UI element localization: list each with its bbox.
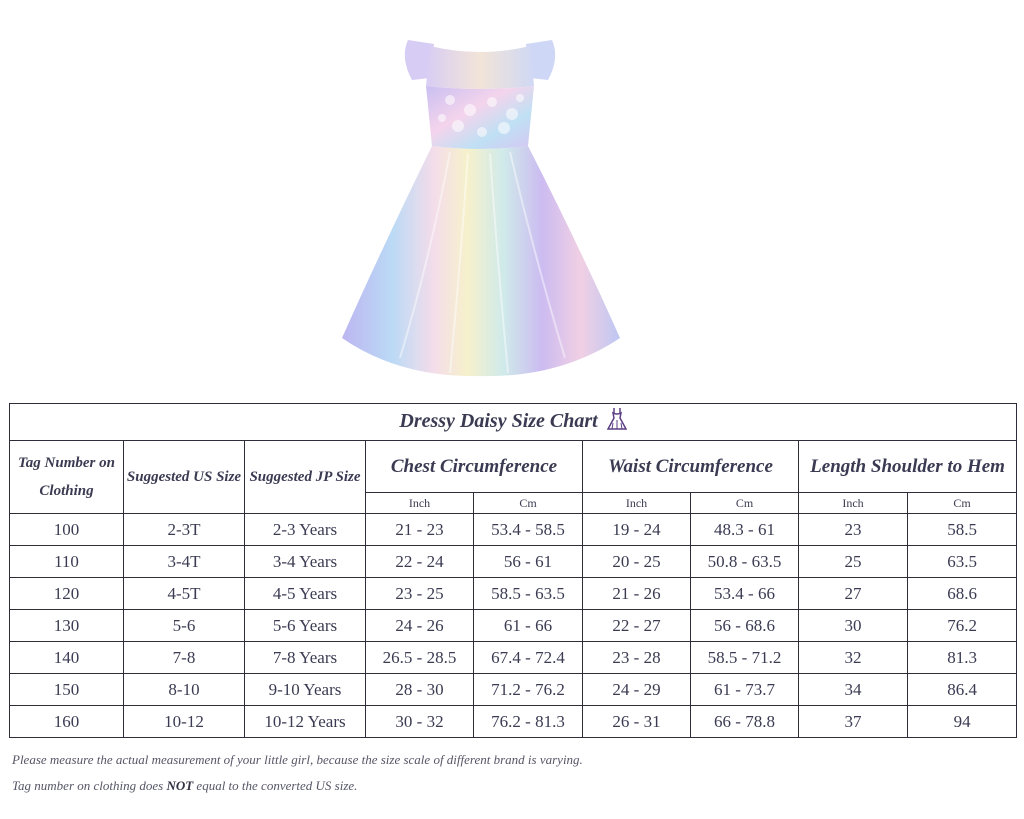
cell-waist-inch: 20 - 25 xyxy=(583,546,691,578)
cell-chest-inch: 24 - 26 xyxy=(366,610,474,642)
size-chart-table xyxy=(9,403,1017,738)
dress-icon xyxy=(607,407,627,437)
chart-title: Dressy Daisy Size Chart xyxy=(399,410,598,432)
tag-note xyxy=(12,778,357,794)
cell-chest-cm: 61 - 66 xyxy=(474,610,583,642)
header-jp-size: Suggested JP Size xyxy=(245,441,366,514)
cell-chest-inch: 21 - 23 xyxy=(366,514,474,546)
cell-jp-size: 9-10 Years xyxy=(245,674,366,706)
cell-length-cm: 68.6 xyxy=(908,578,1017,610)
tag-note-emphasis: NOT xyxy=(166,778,194,793)
cell-jp-size: 3-4 Years xyxy=(245,546,366,578)
cell-us-size: 3-4T xyxy=(124,546,245,578)
cell-length-cm: 81.3 xyxy=(908,642,1017,674)
table-row xyxy=(10,674,1017,706)
header-chest: Chest Circumference xyxy=(366,441,583,493)
cell-us-size: 8-10 xyxy=(124,674,245,706)
cell-waist-inch: 21 - 26 xyxy=(583,578,691,610)
cell-waist-inch: 22 - 27 xyxy=(583,610,691,642)
cell-waist-inch: 23 - 28 xyxy=(583,642,691,674)
cell-us-size: 4-5T xyxy=(124,578,245,610)
unit-length-cm: Cm xyxy=(908,493,1017,514)
chart-title-cell xyxy=(10,404,1017,441)
product-image xyxy=(330,28,630,390)
tag-note-end: equal to the converted US size. xyxy=(193,778,358,793)
cell-tag: 120 xyxy=(10,578,124,610)
cell-us-size: 5-6 xyxy=(124,610,245,642)
cell-waist-cm: 58.5 - 71.2 xyxy=(691,642,799,674)
cell-tag: 100 xyxy=(10,514,124,546)
cell-tag: 160 xyxy=(10,706,124,738)
unit-chest-cm: Cm xyxy=(474,493,583,514)
cell-waist-cm: 48.3 - 61 xyxy=(691,514,799,546)
cell-tag: 130 xyxy=(10,610,124,642)
cell-chest-inch: 26.5 - 28.5 xyxy=(366,642,474,674)
cell-length-inch: 25 xyxy=(799,546,908,578)
table-row xyxy=(10,706,1017,738)
cell-tag: 150 xyxy=(10,674,124,706)
cell-chest-cm: 71.2 - 76.2 xyxy=(474,674,583,706)
unit-length-inch: Inch xyxy=(799,493,908,514)
cell-us-size: 7-8 xyxy=(124,642,245,674)
cell-length-inch: 32 xyxy=(799,642,908,674)
cell-length-inch: 23 xyxy=(799,514,908,546)
table-row xyxy=(10,610,1017,642)
cell-chest-inch: 30 - 32 xyxy=(366,706,474,738)
cell-length-cm: 76.2 xyxy=(908,610,1017,642)
header-us-size: Suggested US Size xyxy=(124,441,245,514)
cell-waist-inch: 19 - 24 xyxy=(583,514,691,546)
table-row xyxy=(10,514,1017,546)
cell-jp-size: 4-5 Years xyxy=(245,578,366,610)
cell-chest-cm: 53.4 - 58.5 xyxy=(474,514,583,546)
header-waist: Waist Circumference xyxy=(583,441,799,493)
cell-chest-cm: 67.4 - 72.4 xyxy=(474,642,583,674)
cell-length-inch: 27 xyxy=(799,578,908,610)
tag-note-start: Tag number on clothing does xyxy=(12,778,167,793)
cell-waist-cm: 50.8 - 63.5 xyxy=(691,546,799,578)
cell-waist-cm: 61 - 73.7 xyxy=(691,674,799,706)
unit-waist-inch: Inch xyxy=(583,493,691,514)
cell-length-inch: 30 xyxy=(799,610,908,642)
cell-jp-size: 5-6 Years xyxy=(245,610,366,642)
cell-waist-cm: 56 - 68.6 xyxy=(691,610,799,642)
header-length: Length Shoulder to Hem xyxy=(799,441,1017,493)
cell-tag: 110 xyxy=(10,546,124,578)
table-row xyxy=(10,642,1017,674)
table-row xyxy=(10,546,1017,578)
cell-length-cm: 86.4 xyxy=(908,674,1017,706)
cell-us-size: 2-3T xyxy=(124,514,245,546)
cell-length-cm: 63.5 xyxy=(908,546,1017,578)
cell-chest-inch: 22 - 24 xyxy=(366,546,474,578)
cell-chest-cm: 76.2 - 81.3 xyxy=(474,706,583,738)
cell-jp-size: 10-12 Years xyxy=(245,706,366,738)
cell-us-size: 10-12 xyxy=(124,706,245,738)
cell-length-inch: 34 xyxy=(799,674,908,706)
header-tag: Tag Number on Clothing xyxy=(10,441,124,514)
cell-chest-cm: 58.5 - 63.5 xyxy=(474,578,583,610)
cell-waist-inch: 26 - 31 xyxy=(583,706,691,738)
cell-jp-size: 7-8 Years xyxy=(245,642,366,674)
dress-illustration xyxy=(330,28,630,390)
cell-waist-inch: 24 - 29 xyxy=(583,674,691,706)
cell-length-cm: 94 xyxy=(908,706,1017,738)
unit-waist-cm: Cm xyxy=(691,493,799,514)
cell-chest-cm: 56 - 61 xyxy=(474,546,583,578)
cell-waist-cm: 53.4 - 66 xyxy=(691,578,799,610)
cell-tag: 140 xyxy=(10,642,124,674)
cell-jp-size: 2-3 Years xyxy=(245,514,366,546)
measurement-note: Please measure the actual measurement of your little girl, because the size scale of different brand is varying. xyxy=(12,752,583,767)
table-row xyxy=(10,578,1017,610)
cell-chest-inch: 23 - 25 xyxy=(366,578,474,610)
cell-length-inch: 37 xyxy=(799,706,908,738)
cell-length-cm: 58.5 xyxy=(908,514,1017,546)
cell-chest-inch: 28 - 30 xyxy=(366,674,474,706)
cell-waist-cm: 66 - 78.8 xyxy=(691,706,799,738)
unit-chest-inch: Inch xyxy=(366,493,474,514)
